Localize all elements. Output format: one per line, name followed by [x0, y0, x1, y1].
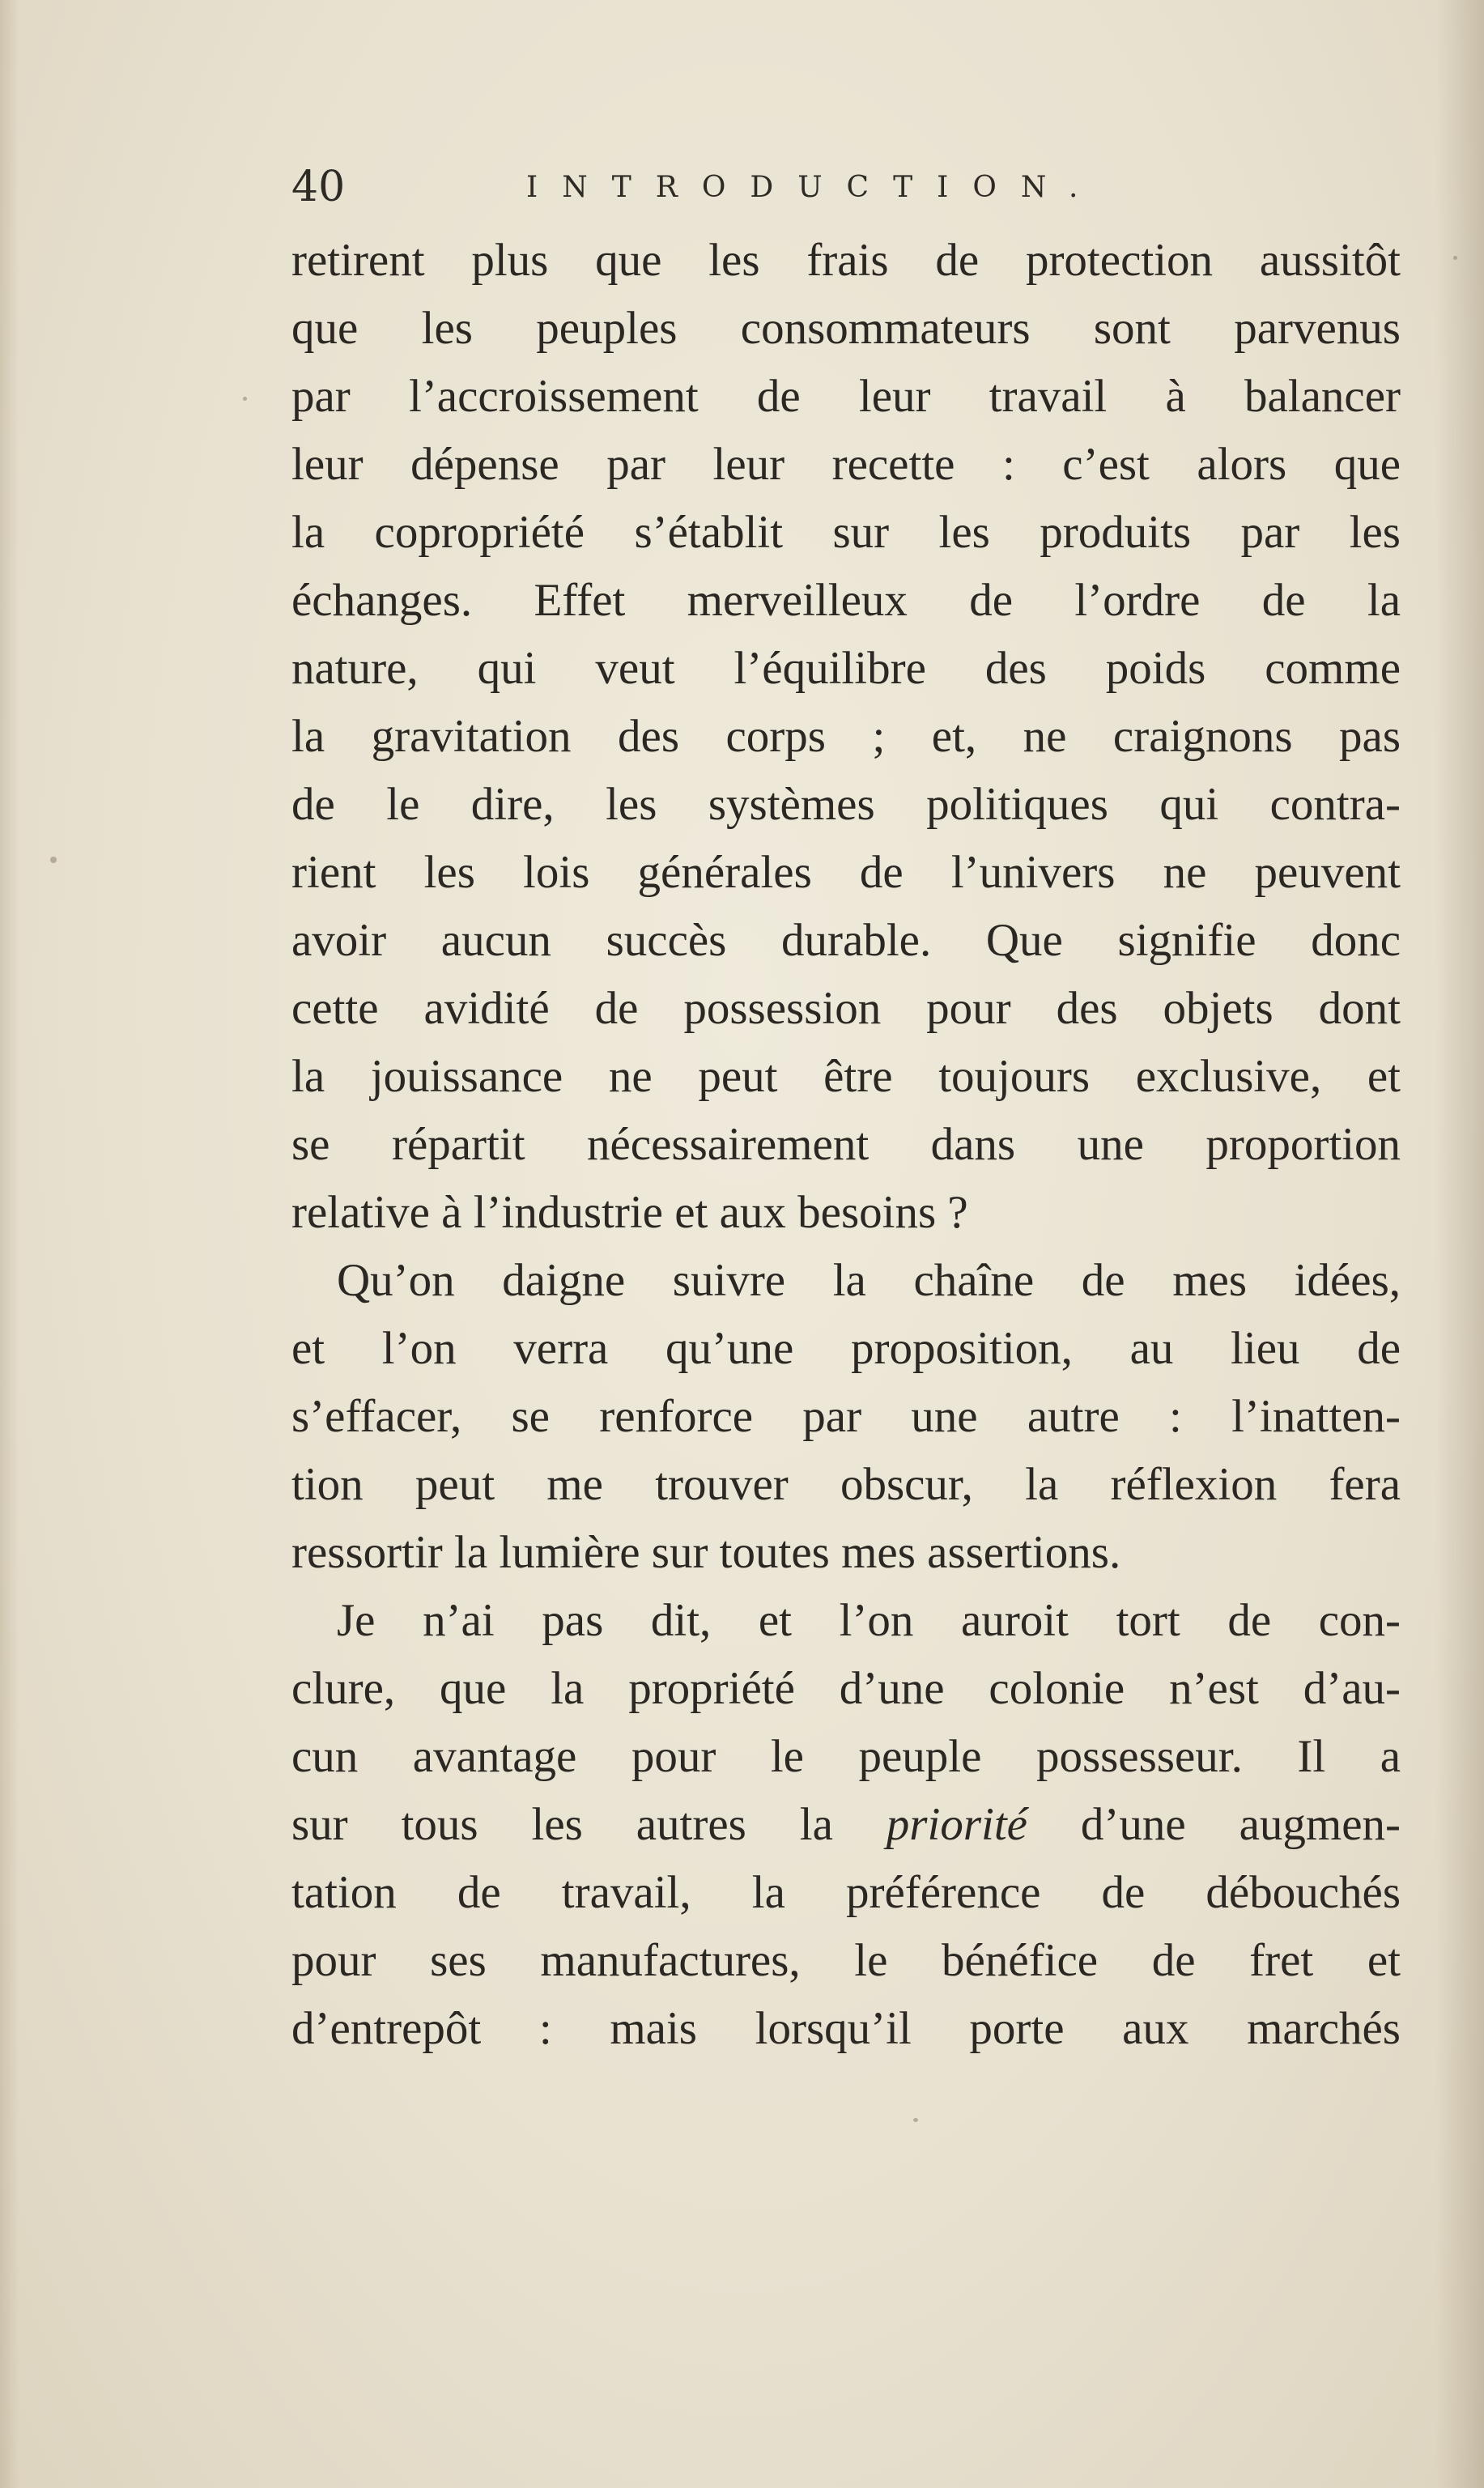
text-line: de le dire, les systèmes politiques qui contra-	[291, 779, 1401, 830]
page-edge-shadow	[1435, 0, 1484, 2488]
text-line: rient les lois générales de l’univers ne peuvent	[291, 847, 1401, 898]
text-line: tation de travail, la préférence de débouchés	[291, 1867, 1401, 1918]
text-line: se répartit nécessairement dans une proportion	[291, 1119, 1401, 1170]
running-title: INTRODUCTION.	[526, 171, 1103, 204]
text-line: cette avidité de possession pour des objets dont	[291, 983, 1401, 1034]
page-left-edge	[0, 0, 19, 2488]
text-line: avoir aucun succès durable. Que signifie donc	[291, 915, 1401, 966]
text-line: d’entrepôt : mais lorsqu’il porte aux marchés	[291, 2003, 1401, 2054]
text-line: Qu’on daigne suivre la chaîne de mes idées,	[337, 1255, 1401, 1306]
text-segment: d’une augmen-	[1027, 1799, 1401, 1850]
text-line: leur dépense par leur recette : c’est alors que	[291, 439, 1401, 490]
text-line: s’effacer, se renforce par une autre : l’inatten-	[291, 1391, 1401, 1442]
text-line: retirent plus que les frais de protection aussitôt	[291, 235, 1401, 286]
text-line: cun avantage pour le peuple possesseur. Il a	[291, 1731, 1401, 1782]
text-line: pour ses manufactures, le bénéfice de fret et	[291, 1935, 1401, 1986]
text-line: la jouissance ne peut être toujours exclusive, et	[291, 1051, 1401, 1102]
running-head	[291, 159, 1393, 215]
text-line: clure, que la propriété d’une colonie n’est d’au-	[291, 1663, 1401, 1714]
text-segment: sur tous les autres la	[291, 1799, 887, 1850]
paragraph-3	[291, 1587, 1401, 2063]
text-line: tion peut me trouver obscur, la réflexion fera	[291, 1459, 1401, 1510]
text-line: que les peuples consommateurs sont parvenus	[291, 303, 1401, 354]
italic-word: priorité	[886, 1799, 1027, 1850]
text-line: relative à l’industrie et aux besoins ?	[291, 1187, 968, 1238]
text-line: ressortir la lumière sur toutes mes assertions.	[291, 1527, 1121, 1578]
text-line: la copropriété s’établit sur les produits par les	[291, 507, 1401, 558]
page-number: 40	[291, 163, 346, 211]
text-line: Je n’ai pas dit, et l’on auroit tort de con-	[337, 1595, 1401, 1646]
text-line-with-italic	[291, 1791, 1401, 1859]
paragraph-2	[291, 1247, 1401, 1587]
text-line: échanges. Effet merveilleux de l’ordre de la	[291, 575, 1401, 626]
paragraph-1	[291, 227, 1401, 1247]
text-line: la gravitation des corps ; et, ne craignons pas	[291, 711, 1401, 762]
body-text	[291, 227, 1401, 2063]
text-line: par l’accroissement de leur travail à balancer	[291, 371, 1401, 422]
text-line: nature, qui veut l’équilibre des poids comme	[291, 643, 1401, 694]
text-line: et l’on verra qu’une proposition, au lieu de	[291, 1323, 1401, 1374]
